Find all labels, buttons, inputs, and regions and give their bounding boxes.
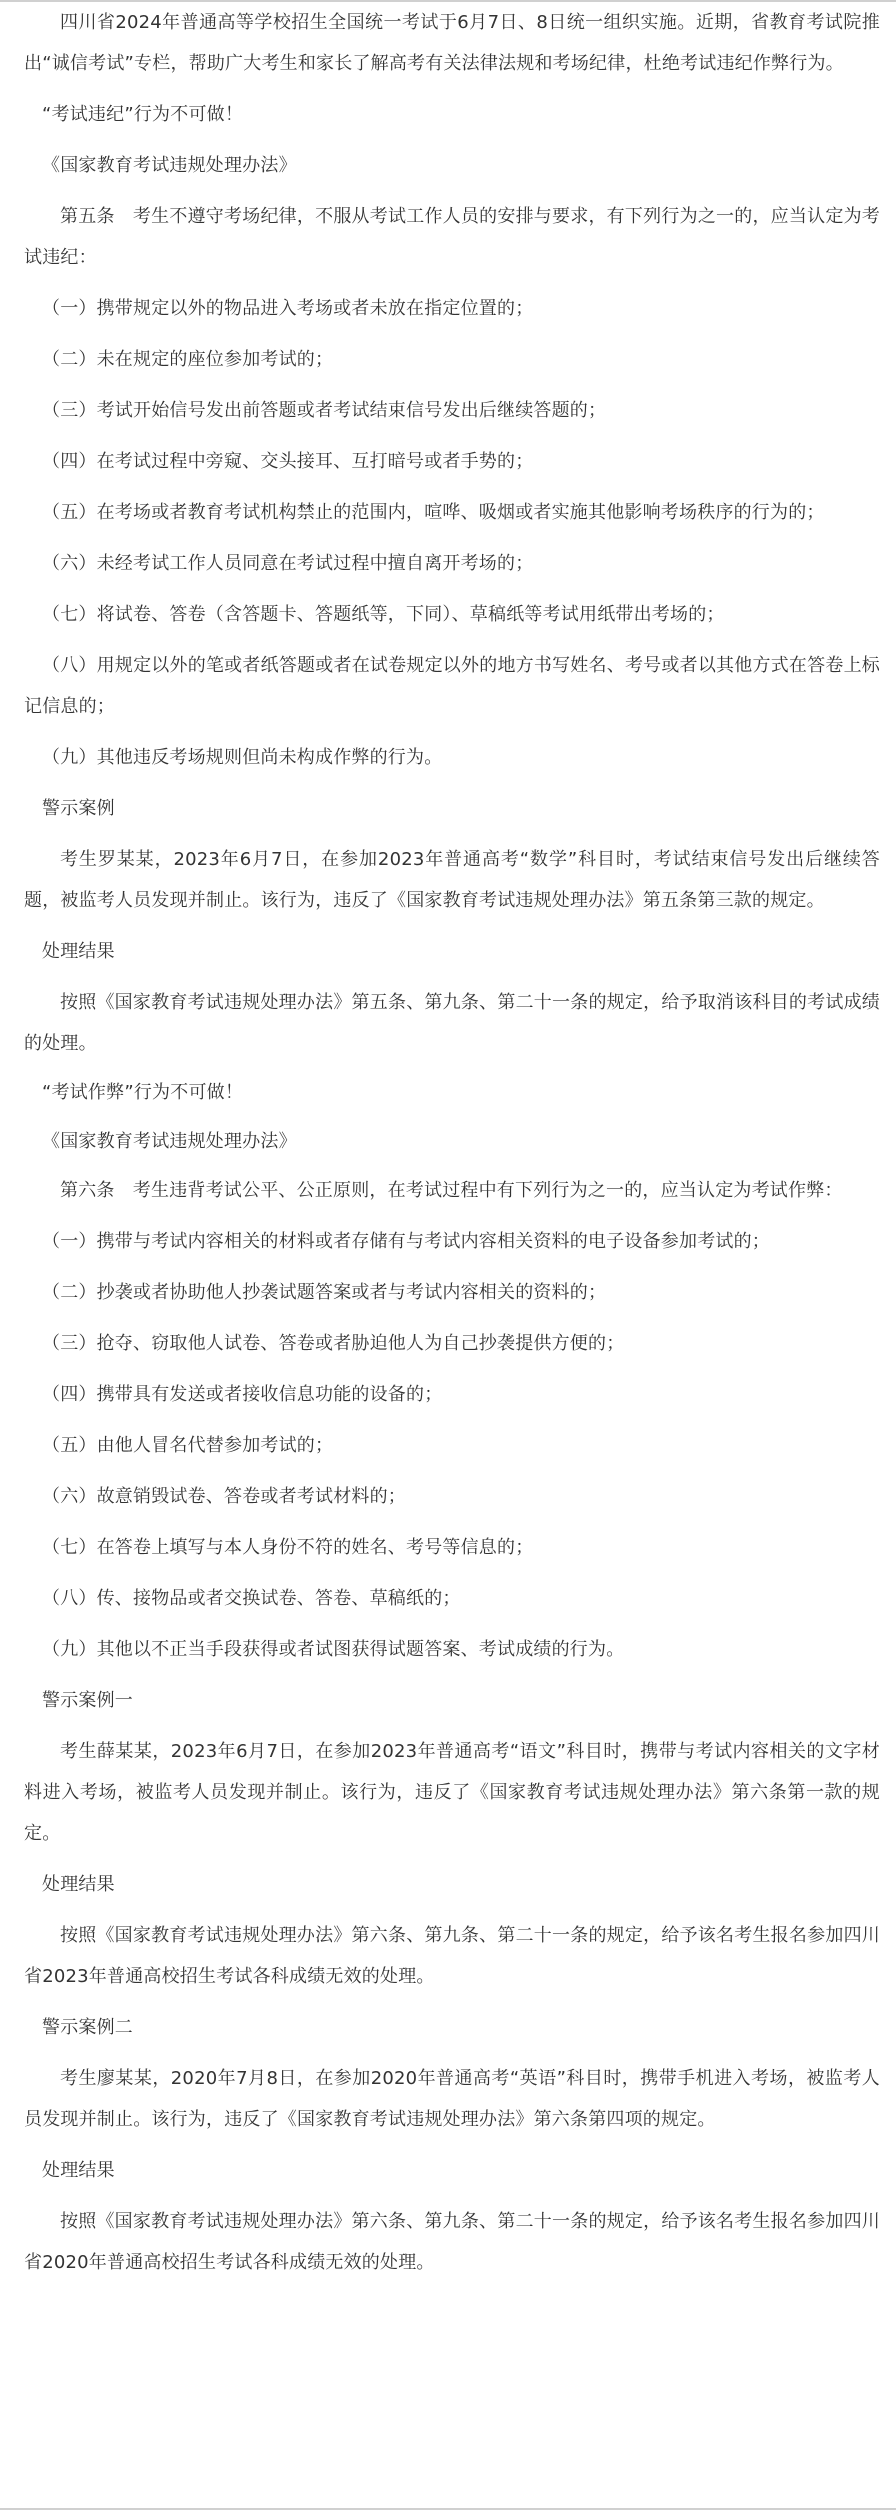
case-two-heading: 警示案例二 — [42, 2017, 133, 2038]
result-text: 按照《国家教育考试违规处理办法》第五条、第九条、第二十一条的规定，给予取消该科目的考试成绩的处理。 — [24, 992, 880, 1054]
regulation-title: 《国家教育考试违规处理办法》 — [42, 155, 297, 176]
violation-item-3: （三）考试开始信号发出前答题或者考试结束信号发出后继续答题的； — [42, 400, 607, 421]
cheating-item-7: （七）在答卷上填写与本人身份不符的姓名、考号等信息的； — [42, 1537, 534, 1558]
case-two-text: 考生廖某某，2020年7月8日，在参加2020年普通高考“英语”科目时，携带手机进入考场，被监考人员发现并制止。该行为，违反了《国家教育考试违规处理办法》第六条第四项的规定。 — [24, 2068, 880, 2130]
article-body — [24, 2, 880, 2283]
violation-item-6: （六）未经考试工作人员同意在考试过程中擅自离开考场的； — [42, 553, 534, 574]
cheating-item-6: （六）故意销毁试卷、答卷或者考试材料的； — [42, 1486, 406, 1507]
cheating-item-3: （三）抢夺、窃取他人试卷、答卷或者胁迫他人为自己抄袭提供方便的； — [42, 1333, 625, 1354]
violation-item-1: （一）携带规定以外的物品进入考场或者未放在指定位置的； — [42, 298, 534, 319]
section-heading-violation: “考试违纪”行为不可做！ — [42, 104, 244, 125]
intro-paragraph: 四川省2024年普通高等学校招生全国统一考试于6月7日、8日统一组织实施。近期，省教育考试院推出“诚信考试”专栏，帮助广大考生和家长了解高考有关法律法规和考场纪律，杜绝考试违纪作弊行为。 — [24, 12, 880, 74]
violation-item-2: （二）未在规定的座位参加考试的； — [42, 349, 334, 370]
cheating-item-8: （八）传、接物品或者交换试卷、答卷、草稿纸的； — [42, 1588, 461, 1609]
cheating-item-9: （九）其他以不正当手段获得或者试图获得试题答案、考试成绩的行为。 — [42, 1639, 625, 1660]
violation-item-9: （九）其他违反考场规则但尚未构成作弊的行为。 — [42, 747, 443, 768]
article-five-text: 第五条 考生不遵守考场纪律，不服从考试工作人员的安排与要求，有下列行为之一的，应当认定为考试违纪： — [24, 206, 880, 268]
case-text: 考生罗某某，2023年6月7日，在参加2023年普通高考“数学”科目时，考试结束信号发出后继续答题，被监考人员发现并制止。该行为，违反了《国家教育考试违规处理办法》第五条第三款的规定。 — [24, 849, 880, 911]
result-one-heading: 处理结果 — [42, 1874, 115, 1895]
case-one-heading: 警示案例一 — [42, 1690, 133, 1711]
cheating-item-4: （四）携带具有发送或者接收信息功能的设备的； — [42, 1384, 443, 1405]
case-one-text: 考生薛某某，2023年6月7日，在参加2023年普通高考“语文”科目时，携带与考试内容相关的文字材料进入考场，被监考人员发现并制止。该行为，违反了《国家教育考试违规处理办法》第六条第一款的规定。 — [24, 1741, 880, 1844]
result-heading: 处理结果 — [42, 941, 115, 962]
result-two-heading: 处理结果 — [42, 2160, 115, 2181]
cheating-item-2: （二）抄袭或者协助他人抄袭试题答案或者与考试内容相关的资料的； — [42, 1282, 607, 1303]
violation-item-4: （四）在考试过程中旁窥、交头接耳、互打暗号或者手势的； — [42, 451, 534, 472]
violation-item-7: （七）将试卷、答卷（含答题卡、答题纸等，下同）、草稿纸等考试用纸带出考场的； — [42, 604, 725, 625]
section-heading-cheating: “考试作弊”行为不可做！ — [42, 1082, 244, 1103]
result-two-text: 按照《国家教育考试违规处理办法》第六条、第九条、第二十一条的规定，给予该名考生报名参加四川省2020年普通高校招生考试各科成绩无效的处理。 — [24, 2211, 880, 2273]
cheating-item-5: （五）由他人冒名代替参加考试的； — [42, 1435, 334, 1456]
violation-item-5: （五）在考场或者教育考试机构禁止的范围内，喧哗、吸烟或者实施其他影响考场秩序的行为的； — [42, 502, 825, 523]
violation-item-8: （八）用规定以外的笔或者纸答题或者在试卷规定以外的地方书写姓名、考号或者以其他方式在答卷上标记信息的； — [24, 655, 880, 717]
result-one-text: 按照《国家教育考试违规处理办法》第六条、第九条、第二十一条的规定，给予该名考生报名参加四川省2023年普通高校招生考试各科成绩无效的处理。 — [24, 1925, 880, 1987]
case-heading: 警示案例 — [42, 798, 115, 819]
article-six-text: 第六条 考生违背考试公平、公正原则，在考试过程中有下列行为之一的，应当认定为考试作弊： — [60, 1180, 843, 1201]
cheating-item-1: （一）携带与考试内容相关的材料或者存储有与考试内容相关资料的电子设备参加考试的； — [42, 1231, 770, 1252]
bottom-divider — [0, 2508, 896, 2510]
regulation-title-2: 《国家教育考试违规处理办法》 — [42, 1131, 297, 1152]
